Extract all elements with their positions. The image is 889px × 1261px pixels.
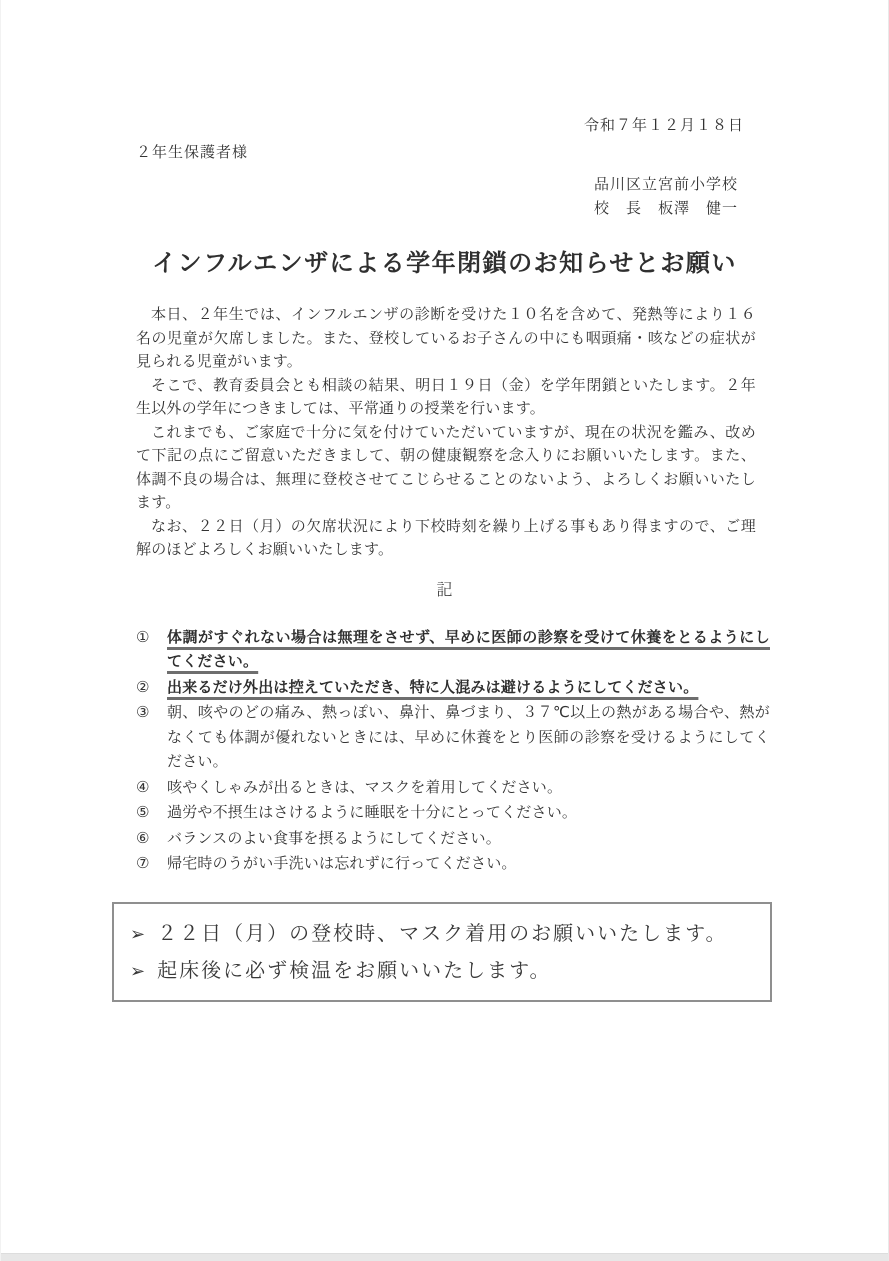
list-item-text: 出来るだけ外出は控えていただき、特に人混みは避けるようにしてください。 — [167, 678, 699, 696]
paragraph: そこで、教育委員会とも相談の結果、明日１９日（金）を学年閉鎖といたします。２年生以外の学年につきましては、平常通りの授業を行います。 — [136, 376, 756, 417]
list-item-number: ④ — [136, 778, 150, 796]
document-date: 令和７年１２月１８日 — [583, 117, 744, 134]
list-item-number: ⑦ — [136, 855, 150, 872]
notes-list — [1, 626, 888, 877]
list-item-number: ⑥ — [136, 829, 150, 847]
list-item-number: ③ — [136, 704, 150, 721]
box-line-text: ２２日（月）の登校時、マスク着用のお願いいたします。 — [157, 922, 728, 945]
paragraph: 本日、２年生では、インフルエンザの診断を受けた１０名を含めて、発熱等により１６名の児童が欠席しました。また、登校しているお子さんの中にも咽頭痛・咳などの症状が見られる児童がいます。 — [136, 306, 756, 370]
list-item-text: 体調がすぐれない場合は無理をさせず、早めに医師の診察を受けて休養をとるようにしてください。 — [167, 628, 770, 670]
box-line-text: 起床後に必ず検温をお願いいたします。 — [157, 959, 552, 982]
body-text — [1, 303, 888, 562]
list-item — [136, 852, 770, 877]
list-item-number: ① — [136, 628, 150, 646]
list-item-number: ⑤ — [136, 804, 150, 821]
list-item — [136, 801, 770, 826]
addressee: ２年生保護者様 — [136, 144, 249, 161]
list-item — [136, 776, 770, 801]
list-item-number: ② — [136, 678, 150, 696]
list-item — [136, 626, 770, 675]
record-marker: 記 — [436, 581, 453, 599]
list-item — [136, 827, 770, 852]
list-item-text: 帰宅時のうがい手洗いは忘れずに行ってください。 — [167, 855, 517, 872]
sender-principal: 校 長 板澤 健一 — [593, 200, 738, 217]
list-item-text: 咳やくしゃみが出るときは、マスクを着用してください。 — [167, 778, 563, 796]
sender-block — [1, 173, 888, 221]
box-line — [130, 916, 756, 953]
list-item-text: 朝、咳やのどの痛み、熱っぽい、鼻汁、鼻づまり、３７℃以上の熱がある場合や、熱がなくても体調が優れないときには、早めに休養をとり医師の診察を受けるようにしてください。 — [167, 704, 770, 770]
list-item — [136, 701, 770, 775]
list-item-text: 過労や不摂生はさけるように睡眠を十分にとってください。 — [167, 804, 578, 821]
paragraph: これまでも、ご家庭で十分に気を付けていただいていますが、現在の状況を鑑み、改めて下記の点にご留意いただきまして、朝の健康観察を念入りにお願いいたします。また、体調不良の場合は、無理に登校させてこじらせることのないよう、よろしくお願いいたします。 — [136, 423, 756, 511]
list-item — [136, 676, 770, 701]
list-item-text: バランスのよい食事を摂るようにしてください。 — [167, 829, 501, 847]
sender-school: 品川区立宮前小学校 — [593, 176, 738, 193]
arrow-bullet-icon: ➢ — [130, 923, 148, 944]
paragraph: なお、２２日（月）の欠席状況により下校時刻を繰り上げる事もあり得ますので、ご理解のほどよろしくお願いいたします。 — [136, 517, 756, 558]
document-title: インフルエンザによる学年閉鎖のお知らせとお願い — [152, 250, 737, 277]
arrow-bullet-icon: ➢ — [130, 960, 148, 981]
request-box — [112, 902, 772, 1002]
page-bottom-edge — [1, 1253, 888, 1261]
box-line — [130, 953, 756, 990]
